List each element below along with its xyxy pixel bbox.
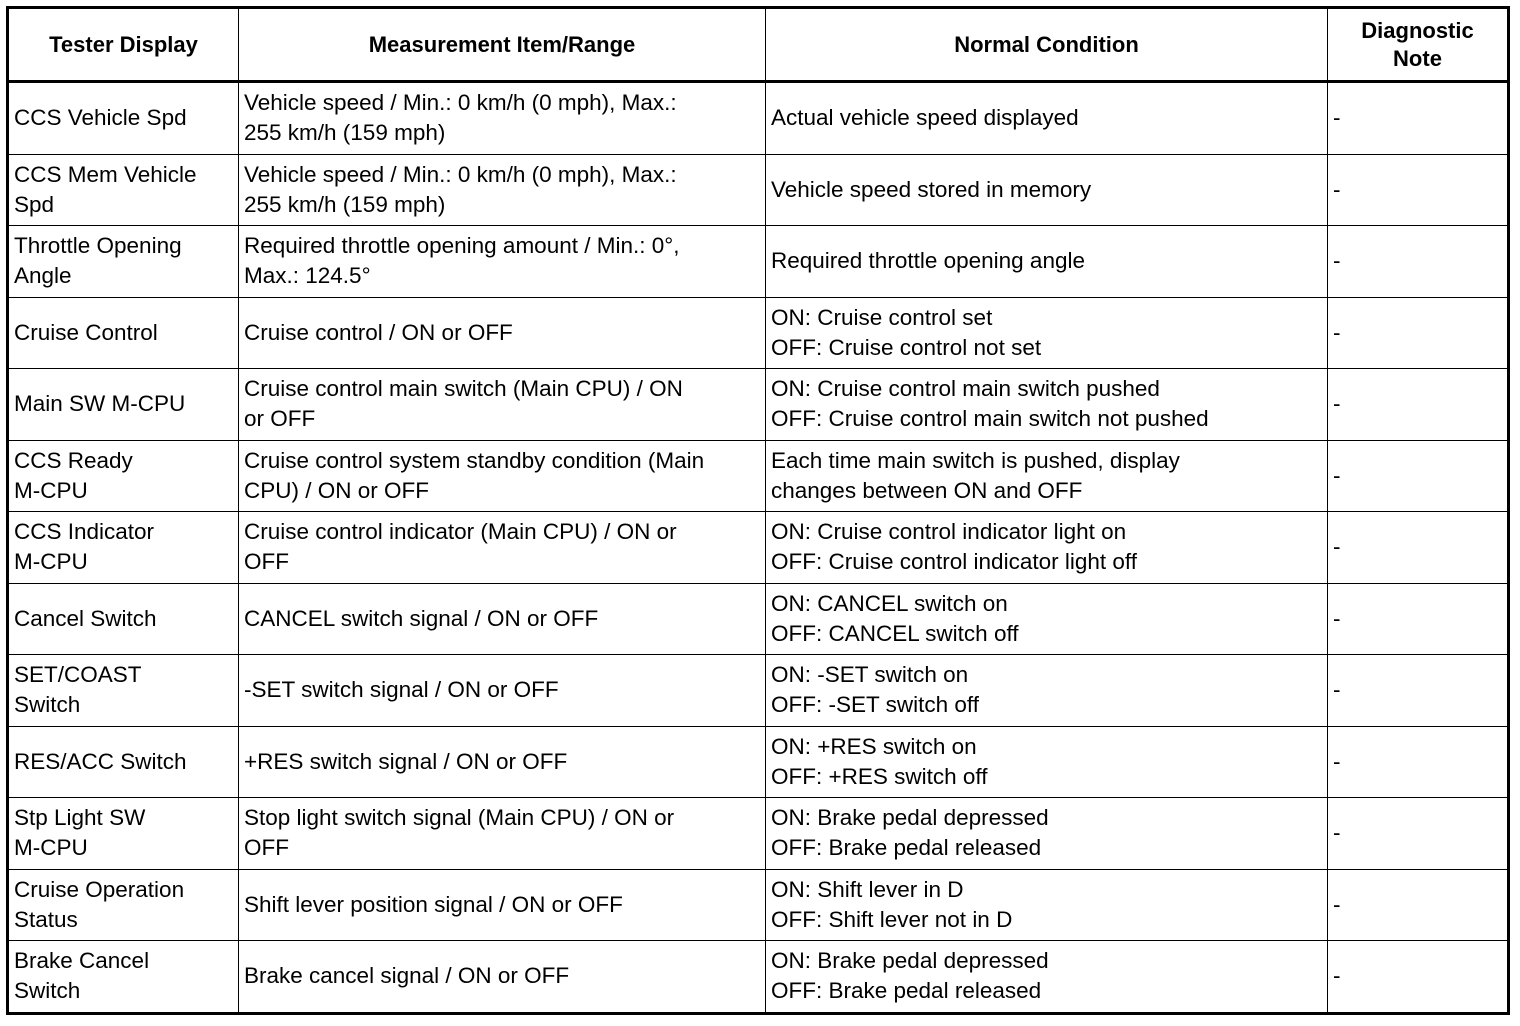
cell-diagnostic-note: - (1328, 655, 1509, 727)
header-measurement: Measurement Item/Range (239, 8, 766, 82)
cell-normal-condition: ON: Brake pedal depressed OFF: Brake pedal released (766, 798, 1328, 870)
cell-measurement: Cruise control main switch (Main CPU) / ON or OFF (239, 369, 766, 441)
cell-diagnostic-note: - (1328, 440, 1509, 512)
cell-measurement: Cruise control indicator (Main CPU) / ON or OFF (239, 512, 766, 584)
cell-measurement: Vehicle speed / Min.: 0 km/h (0 mph), Max.: 255 km/h (159 mph) (239, 154, 766, 226)
cell-normal-condition: ON: Cruise control indicator light on OFF: Cruise control indicator light off (766, 512, 1328, 584)
cell-tester-display: Cruise Operation Status (8, 869, 239, 941)
cell-normal-condition: ON: Cruise control set OFF: Cruise control not set (766, 297, 1328, 369)
cell-measurement: Cruise control / ON or OFF (239, 297, 766, 369)
cell-measurement: +RES switch signal / ON or OFF (239, 726, 766, 798)
cell-normal-condition: ON: Shift lever in D OFF: Shift lever not in D (766, 869, 1328, 941)
cell-tester-display: Brake Cancel Switch (8, 941, 239, 1014)
cell-measurement: -SET switch signal / ON or OFF (239, 655, 766, 727)
cell-diagnostic-note: - (1328, 369, 1509, 441)
cell-tester-display: CCS Indicator M-CPU (8, 512, 239, 584)
cell-diagnostic-note: - (1328, 82, 1509, 155)
table-row (8, 82, 1509, 155)
cell-tester-display: Cancel Switch (8, 583, 239, 655)
cell-normal-condition: ON: CANCEL switch on OFF: CANCEL switch off (766, 583, 1328, 655)
cell-diagnostic-note: - (1328, 154, 1509, 226)
cell-diagnostic-note: - (1328, 869, 1509, 941)
header-normal-condition: Normal Condition (766, 8, 1328, 82)
table-row (8, 798, 1509, 870)
table-row (8, 726, 1509, 798)
cell-normal-condition: Required throttle opening angle (766, 226, 1328, 298)
cell-tester-display: RES/ACC Switch (8, 726, 239, 798)
cell-normal-condition: ON: +RES switch on OFF: +RES switch off (766, 726, 1328, 798)
table-row (8, 297, 1509, 369)
cell-tester-display: CCS Mem Vehicle Spd (8, 154, 239, 226)
cell-measurement: Cruise control system standby condition (Main CPU) / ON or OFF (239, 440, 766, 512)
table-row (8, 869, 1509, 941)
cell-diagnostic-note: - (1328, 941, 1509, 1014)
cell-tester-display: Throttle Opening Angle (8, 226, 239, 298)
cell-tester-display: CCS Vehicle Spd (8, 82, 239, 155)
table-row (8, 154, 1509, 226)
cell-diagnostic-note: - (1328, 297, 1509, 369)
cell-normal-condition: Actual vehicle speed displayed (766, 82, 1328, 155)
table-row (8, 941, 1509, 1014)
cell-measurement: Required throttle opening amount / Min.: 0°, Max.: 124.5° (239, 226, 766, 298)
cell-diagnostic-note: - (1328, 512, 1509, 584)
table-row (8, 226, 1509, 298)
table-row (8, 583, 1509, 655)
cell-tester-display: CCS Ready M-CPU (8, 440, 239, 512)
cell-measurement: Vehicle speed / Min.: 0 km/h (0 mph), Max.: 255 km/h (159 mph) (239, 82, 766, 155)
table-row (8, 655, 1509, 727)
cell-diagnostic-note: - (1328, 798, 1509, 870)
table-row (8, 512, 1509, 584)
cell-diagnostic-note: - (1328, 226, 1509, 298)
cell-measurement: CANCEL switch signal / ON or OFF (239, 583, 766, 655)
header-diagnostic-note: Diagnostic Note (1328, 8, 1509, 82)
table-row (8, 440, 1509, 512)
cell-diagnostic-note: - (1328, 583, 1509, 655)
cell-normal-condition: Vehicle speed stored in memory (766, 154, 1328, 226)
cell-normal-condition: ON: Cruise control main switch pushed OFF: Cruise control main switch not pushed (766, 369, 1328, 441)
cell-diagnostic-note: - (1328, 726, 1509, 798)
header-row (8, 8, 1509, 82)
cell-measurement: Brake cancel signal / ON or OFF (239, 941, 766, 1014)
cell-tester-display: SET/COAST Switch (8, 655, 239, 727)
table-row (8, 369, 1509, 441)
cell-tester-display: Cruise Control (8, 297, 239, 369)
cell-normal-condition: Each time main switch is pushed, display changes between ON and OFF (766, 440, 1328, 512)
header-tester-display: Tester Display (8, 8, 239, 82)
cell-normal-condition: ON: -SET switch on OFF: -SET switch off (766, 655, 1328, 727)
cell-tester-display: Stp Light SW M-CPU (8, 798, 239, 870)
cell-normal-condition: ON: Brake pedal depressed OFF: Brake pedal released (766, 941, 1328, 1014)
cell-measurement: Shift lever position signal / ON or OFF (239, 869, 766, 941)
cell-tester-display: Main SW M-CPU (8, 369, 239, 441)
cell-measurement: Stop light switch signal (Main CPU) / ON or OFF (239, 798, 766, 870)
data-list-table (6, 6, 1510, 1015)
